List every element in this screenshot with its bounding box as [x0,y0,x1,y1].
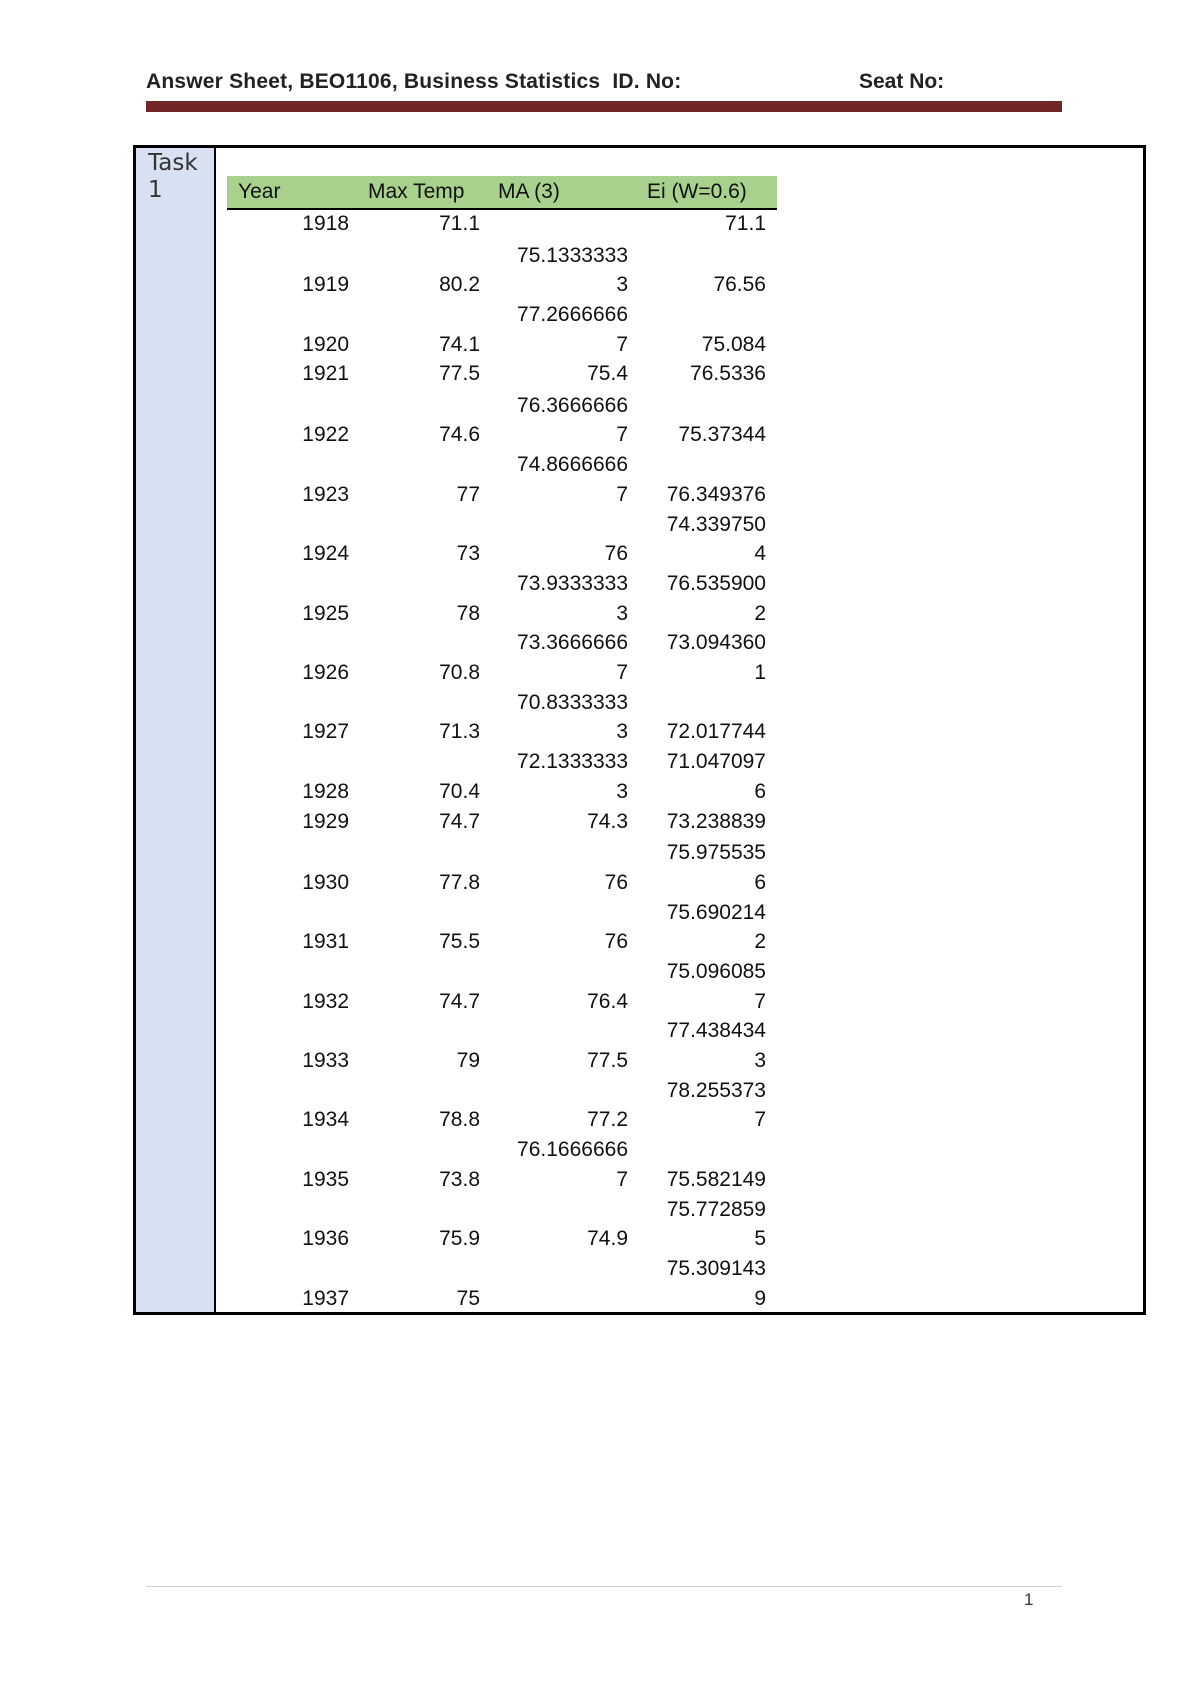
cell-ei: 75.084 [701,332,766,356]
cell-ei: 76.5336 [690,362,766,386]
cell-year: 1925 [302,601,349,625]
cell-max-temp: 78 [456,601,480,625]
cell-ei: 4 [754,542,766,566]
cell-year: 1936 [302,1227,349,1251]
cell-max-temp: 75.5 [439,930,480,954]
cell-year: 1933 [302,1048,349,1072]
cell-year: 1935 [302,1167,349,1191]
cell-max-temp: 79 [456,1048,480,1072]
cell-ei: 2 [754,601,766,625]
cell-max-temp: 73.8 [439,1167,480,1191]
table-row [227,1255,777,1314]
column-header-ei: Ei (W=0.6) [647,180,747,203]
cell-ma3: 76.4 [587,989,628,1013]
cell-year: 1932 [302,989,349,1013]
cell-ei: 7 [754,989,766,1013]
table-row [227,748,777,807]
cell-ma3-line1: 77.2666666 [517,302,628,326]
table-row [227,808,777,840]
cell-ei: 71.1 [725,212,766,235]
table-row [227,1136,777,1195]
cell-ei-line1: 75.690214 [666,900,766,924]
cell-ei-line1: 73.094360 [666,631,766,655]
header-course-title: Answer Sheet, BEO1106, Business Statistics [146,70,601,93]
cell-ma3: 7 [616,661,628,685]
cell-ma3-line1: 70.8333333 [517,690,628,714]
table-row [227,839,777,898]
cell-ei: 75.582149 [666,1167,766,1191]
cell-ma3-line1: 73.3666666 [517,631,628,655]
cell-ma3: 3 [616,720,628,744]
cell-ma3: 3 [616,273,628,297]
cell-max-temp: 77.5 [439,362,480,386]
cell-year: 1930 [302,870,349,894]
cell-ei: 7 [754,1108,766,1132]
cell-ei: 75.37344 [678,423,766,447]
cell-ma3: 76 [604,930,628,954]
cell-ma3: 7 [616,332,628,356]
cell-ma3: 75.4 [587,362,628,386]
header-seat-label: Seat No: [859,70,945,93]
cell-year: 1919 [302,273,349,297]
cell-year: 1926 [302,661,349,685]
table-row [227,242,777,301]
cell-ma3: 3 [616,601,628,625]
cell-ma3-line1: 76.1666666 [517,1138,628,1162]
cell-year: 1934 [302,1108,349,1132]
cell-year: 1924 [302,542,349,566]
cell-ei: 1 [754,661,766,685]
cell-year: 1920 [302,332,349,356]
cell-max-temp: 71.1 [439,212,480,235]
table-row [227,392,777,451]
cell-ei-line1: 78.255373 [666,1078,766,1102]
table-row [227,451,777,510]
cell-ei-line1: 77.438434 [666,1019,766,1043]
cell-ei-line1: 75.096085 [666,959,766,983]
cell-max-temp: 78.8 [439,1108,480,1132]
cell-max-temp: 74.1 [439,332,480,356]
cell-max-temp: 73 [456,542,480,566]
cell-ei: 9 [754,1286,766,1310]
cell-ei: 76.56 [713,273,766,297]
cell-ma3: 7 [616,1167,628,1191]
task-label: Task 1 [148,150,198,203]
header-title [146,70,681,94]
cell-ma3-line1: 74.8666666 [517,453,628,477]
cell-ei-line1: 71.047097 [666,750,766,774]
column-header-max-temp: Max Temp [368,180,465,203]
task-label-column [136,148,216,1312]
cell-ei: 73.238839 [666,809,766,833]
cell-max-temp: 75 [456,1286,480,1310]
cell-max-temp: 74.7 [439,809,480,833]
cell-ma3: 74.9 [587,1227,628,1251]
table-row [227,958,777,1017]
cell-year: 1921 [302,362,349,386]
table-row [227,689,777,748]
cell-max-temp: 77 [456,482,480,506]
cell-year: 1918 [302,212,349,235]
cell-year: 1931 [302,930,349,954]
table-row [227,629,777,688]
cell-ma3-line1: 73.9333333 [517,572,628,595]
table-row [227,210,777,242]
cell-ma3: 77.5 [587,1048,628,1072]
cell-year: 1929 [302,809,349,833]
cell-ei: 76.349376 [666,482,766,506]
cell-ei-line1: 75.975535 [666,841,766,865]
cell-ei-line1: 76.535900 [666,572,766,595]
cell-ma3: 74.3 [587,809,628,833]
table-row [227,570,777,629]
table-row [227,511,777,570]
cell-ma3-line1: 76.3666666 [517,393,628,417]
table-row [227,899,777,958]
cell-ei: 6 [754,779,766,803]
cell-ma3-line1: 75.1333333 [517,243,628,267]
cell-ei: 6 [754,870,766,894]
cell-ma3: 7 [616,482,628,506]
table-row [227,1017,777,1076]
cell-max-temp: 70.4 [439,779,480,803]
cell-ma3-line1: 72.1333333 [517,750,628,774]
cell-ei-line1: 74.339750 [666,512,766,536]
cell-max-temp: 70.8 [439,661,480,685]
page-number: 1 [1024,1590,1034,1609]
column-header-year: Year [238,180,281,203]
table-row [227,1077,777,1136]
cell-year: 1927 [302,720,349,744]
cell-ma3: 77.2 [587,1108,628,1132]
cell-ma3: 76 [604,542,628,566]
table-body [227,210,777,1314]
header-id-label: ID. No: [612,70,682,93]
cell-max-temp: 75.9 [439,1227,480,1251]
data-table [227,176,777,1314]
cell-year: 1937 [302,1286,349,1310]
column-header-ma3: MA (3) [498,180,560,203]
cell-ei: 5 [754,1227,766,1251]
table-row [227,360,777,392]
cell-ei: 3 [754,1048,766,1072]
cell-ei-line1: 75.772859 [666,1197,766,1221]
cell-ei: 72.017744 [666,720,766,744]
table-row [227,1196,777,1255]
cell-max-temp: 71.3 [439,720,480,744]
cell-ei: 2 [754,930,766,954]
cell-year: 1923 [302,482,349,506]
task-box [133,145,1146,1315]
cell-ei-line1: 75.309143 [666,1256,766,1280]
cell-max-temp: 74.7 [439,989,480,1013]
cell-max-temp: 80.2 [439,273,480,297]
cell-ma3: 7 [616,423,628,447]
cell-ma3: 3 [616,779,628,803]
footer-divider [146,1586,1062,1587]
header-divider [146,101,1062,112]
cell-max-temp: 74.6 [439,423,480,447]
cell-max-temp: 77.8 [439,870,480,894]
cell-ma3: 76 [604,870,628,894]
table-row [227,301,777,360]
cell-year: 1928 [302,779,349,803]
cell-year: 1922 [302,423,349,447]
table-header [227,176,777,210]
